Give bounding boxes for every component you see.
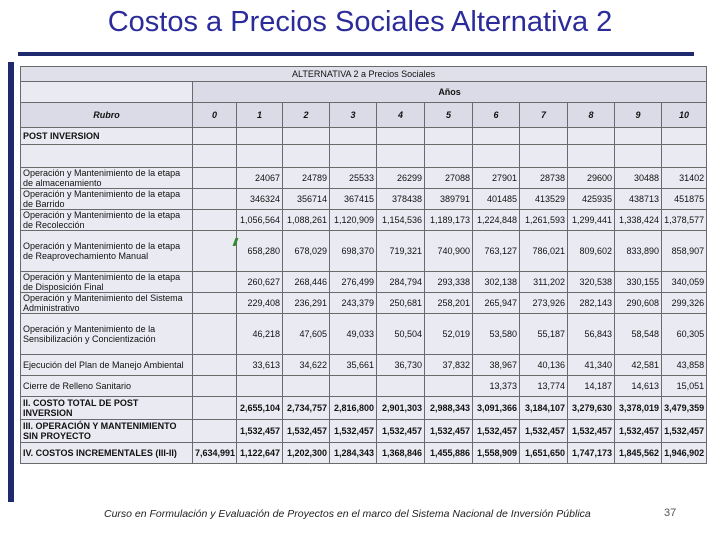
cell-value: 340,059 [662, 272, 707, 293]
cell-value: 40,136 [520, 355, 568, 376]
cell-value: 2,988,343 [425, 397, 473, 420]
cell-value [377, 376, 425, 397]
costs-table [20, 66, 707, 464]
cell-value: 809,602 [568, 231, 615, 272]
footer-text: Curso en Formulación y Evaluación de Proyectos en el marco del Sistema Nacional de Inversión Pública [104, 508, 591, 520]
table-row [21, 420, 707, 443]
cell-value: 29600 [568, 168, 615, 189]
cell-value: 7,634,991 [193, 443, 237, 464]
cell-value: 1,558,909 [473, 443, 520, 464]
cell-value: 413529 [520, 189, 568, 210]
cell-value: 1,338,424 [615, 210, 662, 231]
title-underline [18, 52, 694, 56]
cell-value: 52,019 [425, 314, 473, 355]
cell-value [662, 128, 707, 145]
cell-value: 1,532,457 [520, 420, 568, 443]
cell-value: 425935 [568, 189, 615, 210]
table-row [21, 272, 707, 293]
cell-value: 284,794 [377, 272, 425, 293]
cell-value: 1,532,457 [283, 420, 330, 443]
cell-value: 25533 [330, 168, 377, 189]
row-label: POST INVERSION [21, 128, 193, 145]
table-row [21, 145, 707, 168]
cell-value: 1,532,457 [425, 420, 473, 443]
cell-value: 1,532,457 [377, 420, 425, 443]
cell-value: 833,890 [615, 231, 662, 272]
cell-value [425, 376, 473, 397]
table-caption: ALTERNATIVA 2 a Precios Sociales [21, 67, 707, 82]
cell-value [193, 189, 237, 210]
cell-value: 2,901,303 [377, 397, 425, 420]
cell-value: 3,091,366 [473, 397, 520, 420]
cell-value: 13,373 [473, 376, 520, 397]
cell-value: 14,613 [615, 376, 662, 397]
cell-value: 1,224,848 [473, 210, 520, 231]
cell-value [425, 128, 473, 145]
cell-value: 293,338 [425, 272, 473, 293]
cell-value: 268,446 [283, 272, 330, 293]
years-header: Años [193, 82, 707, 103]
cell-value: 258,201 [425, 293, 473, 314]
cell-value: 56,843 [568, 314, 615, 355]
cell-value: 451875 [662, 189, 707, 210]
cell-value: 698,370 [330, 231, 377, 272]
cell-value [615, 128, 662, 145]
cell-value: 47,605 [283, 314, 330, 355]
cell-value: 34,622 [283, 355, 330, 376]
cell-value: 1,532,457 [237, 420, 283, 443]
cell-value: 1,261,593 [520, 210, 568, 231]
cell-value [237, 145, 283, 168]
cell-value: 1,154,536 [377, 210, 425, 231]
row-label: Operación y Mantenimiento de la Sensibilización y Concientización [21, 314, 193, 355]
row-label: Operación y Mantenimiento de la etapa de Disposición Final [21, 272, 193, 293]
table-row [21, 231, 707, 272]
cell-value: 299,326 [662, 293, 707, 314]
table-row [21, 314, 707, 355]
cell-value [520, 128, 568, 145]
cell-value: 356714 [283, 189, 330, 210]
row-label: Ejecución del Plan de Manejo Ambiental [21, 355, 193, 376]
rubro-header: Rubro [21, 103, 193, 128]
cell-value [193, 397, 237, 420]
cell-value: 24067 [237, 168, 283, 189]
cell-value [193, 145, 237, 168]
cell-value: 1,747,173 [568, 443, 615, 464]
row-label: Operación y Mantenimiento de la etapa de almacenamiento [21, 168, 193, 189]
page-title: Costos a Precios Sociales Alternativa 2 [107, 6, 613, 38]
cell-value [193, 293, 237, 314]
cell-value: 1,202,300 [283, 443, 330, 464]
cell-value: 1,088,261 [283, 210, 330, 231]
cell-value [193, 231, 237, 272]
table-row [21, 128, 707, 145]
table-row [21, 397, 707, 420]
cell-value: 786,021 [520, 231, 568, 272]
cell-value: 1,284,343 [330, 443, 377, 464]
cell-value: 49,033 [330, 314, 377, 355]
cell-value: 1,122,647 [237, 443, 283, 464]
year-col-header-0: 0 [193, 103, 237, 128]
cell-value: 1,845,562 [615, 443, 662, 464]
year-col-header-8: 8 [568, 103, 615, 128]
cell-value: 35,661 [330, 355, 377, 376]
cell-value: 1,651,650 [520, 443, 568, 464]
blank-corner [21, 82, 193, 103]
cell-value [520, 145, 568, 168]
cell-value [615, 145, 662, 168]
row-label: II. COSTO TOTAL DE POST INVERSION [21, 397, 193, 420]
cell-value: 27901 [473, 168, 520, 189]
cell-value [330, 145, 377, 168]
cell-value: 1,532,457 [662, 420, 707, 443]
cell-value: 367415 [330, 189, 377, 210]
cell-value [237, 376, 283, 397]
row-label [21, 145, 193, 168]
cell-value: 763,127 [473, 231, 520, 272]
cell-value: 243,379 [330, 293, 377, 314]
cell-value: 53,580 [473, 314, 520, 355]
cell-value: 1,946,902 [662, 443, 707, 464]
year-col-header-4: 4 [377, 103, 425, 128]
cell-value [425, 145, 473, 168]
table-row [21, 355, 707, 376]
cell-value: 2,734,757 [283, 397, 330, 420]
cell-value: 276,499 [330, 272, 377, 293]
cell-value: 3,279,630 [568, 397, 615, 420]
cell-value: 37,832 [425, 355, 473, 376]
cell-value: 3,378,019 [615, 397, 662, 420]
cell-value: 31402 [662, 168, 707, 189]
cell-value: 27088 [425, 168, 473, 189]
cell-value: 43,858 [662, 355, 707, 376]
cell-value: 58,548 [615, 314, 662, 355]
table-row [21, 189, 707, 210]
cell-value: 1,532,457 [615, 420, 662, 443]
cell-value [568, 128, 615, 145]
cell-value: 250,681 [377, 293, 425, 314]
cell-value [237, 128, 283, 145]
cell-value [283, 145, 330, 168]
cell-value: 1,532,457 [473, 420, 520, 443]
cell-value [193, 314, 237, 355]
cell-value: 1,120,909 [330, 210, 377, 231]
cell-value: 401485 [473, 189, 520, 210]
row-label: Cierre de Relleno Sanitario [21, 376, 193, 397]
cell-value: 13,774 [520, 376, 568, 397]
year-col-header-6: 6 [473, 103, 520, 128]
cell-value: 41,340 [568, 355, 615, 376]
cell-value [330, 128, 377, 145]
cell-value: 1,056,564 [237, 210, 283, 231]
table-row [21, 376, 707, 397]
cell-value: 30488 [615, 168, 662, 189]
year-col-header-3: 3 [330, 103, 377, 128]
cell-value: 438713 [615, 189, 662, 210]
cell-value: 28738 [520, 168, 568, 189]
row-label: Operación y Mantenimiento de la etapa de Barrido [21, 189, 193, 210]
cell-value: 3,479,359 [662, 397, 707, 420]
year-col-header-1: 1 [237, 103, 283, 128]
cell-value: 378438 [377, 189, 425, 210]
cell-value: 260,627 [237, 272, 283, 293]
cell-value [193, 210, 237, 231]
cell-value [193, 376, 237, 397]
cell-value: 24789 [283, 168, 330, 189]
year-col-header-5: 5 [425, 103, 473, 128]
table-row [21, 443, 707, 464]
cell-value [473, 128, 520, 145]
row-label: Operación y Mantenimiento del Sistema Administrativo [21, 293, 193, 314]
year-col-header-7: 7 [520, 103, 568, 128]
cell-value: 236,291 [283, 293, 330, 314]
cell-value: 273,926 [520, 293, 568, 314]
year-col-header-9: 9 [615, 103, 662, 128]
cell-value: 302,138 [473, 272, 520, 293]
cell-value: 3,184,107 [520, 397, 568, 420]
cell-value: 60,305 [662, 314, 707, 355]
cell-value: 229,408 [237, 293, 283, 314]
costs-table-container [20, 66, 706, 464]
cell-value [377, 128, 425, 145]
row-label: III. OPERACIÓN Y MANTENIMIENTO SIN PROYECTO [21, 420, 193, 443]
cell-value: 14,187 [568, 376, 615, 397]
year-col-header-2: 2 [283, 103, 330, 128]
cell-value [473, 145, 520, 168]
cell-value: 1,189,173 [425, 210, 473, 231]
cell-value [377, 145, 425, 168]
cell-value: 282,143 [568, 293, 615, 314]
cell-value: 2,655,104 [237, 397, 283, 420]
cell-value: 38,967 [473, 355, 520, 376]
cell-value: 1,455,886 [425, 443, 473, 464]
cell-value: 36,730 [377, 355, 425, 376]
cell-value: 1,532,457 [330, 420, 377, 443]
cell-value: 1,378,577 [662, 210, 707, 231]
page-number: 37 [664, 507, 677, 519]
cell-value: 858,907 [662, 231, 707, 272]
left-accent-bar [8, 62, 14, 502]
cell-value: 389791 [425, 189, 473, 210]
row-label: Operación y Mantenimiento de la etapa de Reaprovechamiento Manual [21, 231, 193, 272]
cell-value: 740,900 [425, 231, 473, 272]
cell-value: 678,029 [283, 231, 330, 272]
cell-value [193, 355, 237, 376]
cell-value: 15,051 [662, 376, 707, 397]
cell-value [568, 145, 615, 168]
cell-value: 320,538 [568, 272, 615, 293]
cell-value: 658,280 [237, 231, 283, 272]
cell-value [193, 168, 237, 189]
table-row [21, 210, 707, 231]
cell-value: 311,202 [520, 272, 568, 293]
cell-value: 42,581 [615, 355, 662, 376]
cell-value: 1,532,457 [568, 420, 615, 443]
row-label: IV. COSTOS INCREMENTALES (III-II) [21, 443, 193, 464]
cell-value: 719,321 [377, 231, 425, 272]
row-label: Operación y Mantenimiento de la etapa de Recolección [21, 210, 193, 231]
cell-value: 265,947 [473, 293, 520, 314]
cell-value: 1,299,441 [568, 210, 615, 231]
cell-value: 26299 [377, 168, 425, 189]
year-col-header-10: 10 [662, 103, 707, 128]
cell-value: 330,155 [615, 272, 662, 293]
table-row [21, 168, 707, 189]
cell-value: 290,608 [615, 293, 662, 314]
cell-value [193, 272, 237, 293]
cell-value [193, 128, 237, 145]
cell-value: 33,613 [237, 355, 283, 376]
cell-value [193, 420, 237, 443]
cell-value: 1,368,846 [377, 443, 425, 464]
cell-value [662, 145, 707, 168]
cell-value: 2,816,800 [330, 397, 377, 420]
cell-value [330, 376, 377, 397]
cell-value [283, 376, 330, 397]
cell-value: 50,504 [377, 314, 425, 355]
cell-value: 346324 [237, 189, 283, 210]
cell-value: 46,218 [237, 314, 283, 355]
table-row [21, 293, 707, 314]
cell-value: 55,187 [520, 314, 568, 355]
cell-value [283, 128, 330, 145]
